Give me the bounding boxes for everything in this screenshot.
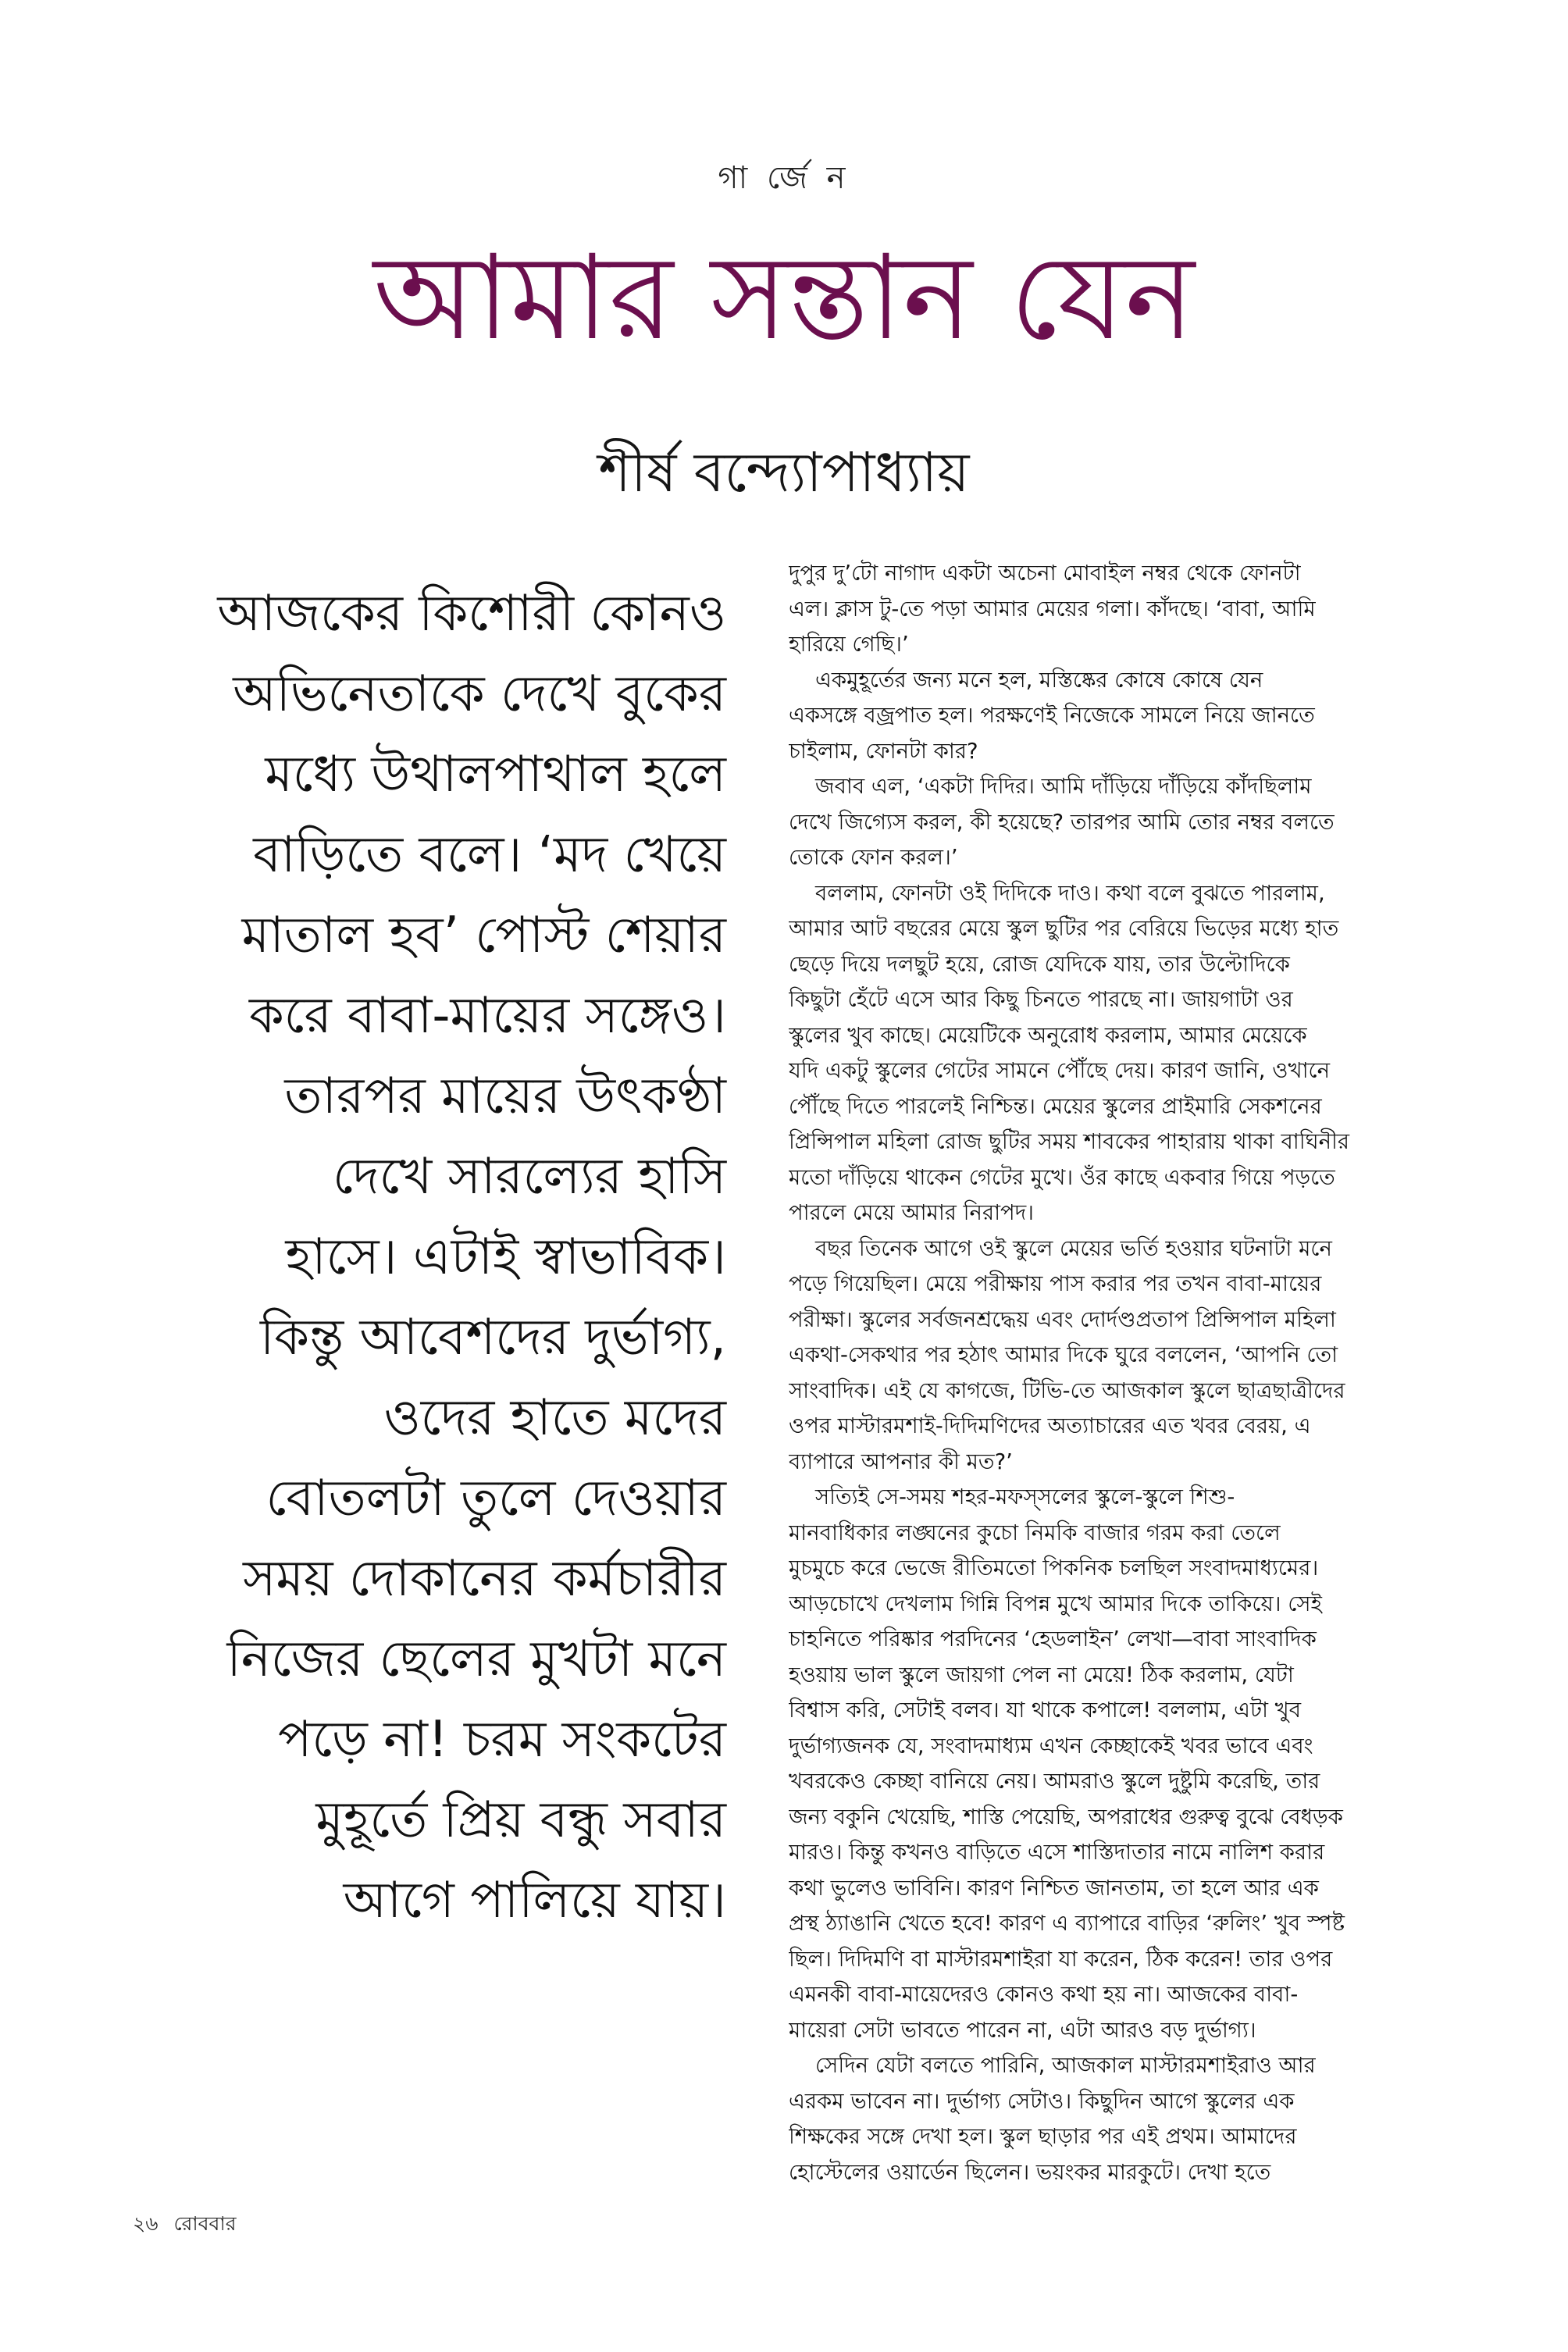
body-text-line: মারও। কিন্তু কখনও বাড়িতে এসে শাস্তিদাতার নামে নালিশ করার xyxy=(789,1840,1325,1865)
body-text-line: যদি একটু স্কুলের গেটের সামনে পৌঁছে দেয়। কারণ জানি, ওখানে xyxy=(789,1058,1331,1083)
body-text-line: দুর্ভাগ্যজনক যে, সংবাদমাধ্যম এখন কেচ্ছাকেই খবর ভাবে এবং xyxy=(789,1733,1313,1759)
pull-quote-line: তারপর মায়ের উৎকণ্ঠা xyxy=(284,1067,726,1125)
pull-quote-line: কিন্তু আবেশদের দুর্ভাগ্য, xyxy=(259,1309,726,1367)
headline: আমার সন্তান যেন xyxy=(373,230,1195,366)
pull-quote-line: মধ্যে উথালপাথাল হলে xyxy=(265,746,726,804)
body-text-line: জন্য বকুনি খেয়েছি, শাস্তি পেয়েছি, অপরাধের গুরুত্ব বুঝে বেধড়ক xyxy=(789,1804,1343,1830)
body-text-line: একথা-সেকথার পর হঠাৎ আমার দিকে ঘুরে বললেন, ‘আপনি তো xyxy=(789,1342,1338,1367)
pull-quote-line: নিজের ছেলের মুখটা মনে xyxy=(226,1630,726,1688)
body-text-line: জবাব এল, ‘একটা দিদির। আমি দাঁড়িয়ে দাঁড়িয়ে কাঁদছিলাম xyxy=(815,774,1312,799)
section-label: গা র্জে ন xyxy=(718,160,850,196)
body-text-line: পড়ে গিয়েছিল। মেয়ে পরীক্ষায় পাস করার পর তখন বাবা-মায়ের xyxy=(789,1271,1322,1296)
body-text-line: পারলে মেয়ে আমার নিরাপদ। xyxy=(789,1200,1034,1225)
body-text-line: শিক্ষকের সঙ্গে দেখা হল। স্কুল ছাড়ার পর এই প্রথম। আমাদের xyxy=(789,2124,1297,2149)
body-text-line: আড়চোখে দেখলাম গিন্নি বিপন্ন মুখে আমার দিকে তাকিয়ে। সেই xyxy=(789,1591,1322,1616)
body-text-line: এল। ক্লাস টু-তে পড়া আমার মেয়ের গলা। কাঁদছে। ‘বাবা, আমি xyxy=(789,596,1316,622)
pull-quote-line: দেখে সারল্যের হাসি xyxy=(332,1148,726,1206)
body-text-line: ওপর মাস্টারমশাই-দিদিমণিদের অত্যাচারের এত খবর বেরয়, এ xyxy=(789,1413,1311,1438)
body-text-line: হারিয়ে গেছি।’ xyxy=(789,632,909,657)
publication-name: রোববার xyxy=(173,2212,237,2235)
body-text-line: দেখে জিগ্যেস করল, কী হয়েছে? তারপর আমি তোর নম্বর বলতে xyxy=(789,809,1335,835)
body-text-line: দুপুর দু’টো নাগাদ একটা অচেনা মোবাইল নম্বর থেকে ফোনটা xyxy=(789,561,1301,586)
pull-quote-line: পড়ে না! চরম সংকটের xyxy=(278,1711,726,1769)
body-text-line: হোস্টেলের ওয়ার্ডেন ছিলেন। ভয়ংকর মারকুটে। দেখা হতে xyxy=(789,2159,1271,2185)
body-text-line: মুচমুচে করে ভেজে রীতিমতো পিকনিক চলছিল সংবাদমাধ্যমের। xyxy=(789,1556,1319,1580)
pull-quote-line: বাড়িতে বলে। ‘মদ খেয়ে xyxy=(253,826,726,884)
pull-quote-line: বোতলটা তুলে দেওয়ার xyxy=(265,1470,726,1527)
pull-quote-line: ওদের হাতে মদের xyxy=(383,1389,726,1447)
pull-quote-line: করে বাবা-মায়ের সঙ্গেও। xyxy=(249,987,726,1045)
pull-quote xyxy=(133,574,726,1941)
pull-quote-line: অভিনেতাকে দেখে বুকের xyxy=(233,665,726,723)
body-text-line: বিশ্বাস করি, সেটাই বলব। যা থাকে কপালে! বললাম, এটা খুব xyxy=(789,1698,1302,1723)
body-text-line: স্কুলের খুব কাছে। মেয়েটিকে অনুরোধ করলাম, আমার মেয়েকে xyxy=(789,1022,1307,1048)
page-number: ২৬ xyxy=(133,2212,159,2235)
pull-quote-line: মাতাল হব’ পোস্ট শেয়ার xyxy=(241,907,726,964)
body-text-line: চাইলাম, ফোনটা কার? xyxy=(789,738,978,764)
body-text-line: হওয়ায় ভাল স্কুলে জায়গা পেল না মেয়ে! ঠিক করলাম, যেটা xyxy=(789,1662,1294,1687)
article-body xyxy=(789,556,1437,2190)
author-byline: শীর্ষ বন্দ্যোপাধ্যায় xyxy=(598,440,970,504)
body-text-line: কিছুটা হেঁটে এসে আর কিছু চিনতে পারছে না। জায়গাটা ওর xyxy=(789,987,1293,1012)
body-text-line: বললাম, ফোনটা ওই দিদিকে দাও। কথা বলে বুঝতে পারলাম, xyxy=(815,880,1325,906)
body-text-line: সত্যিই সে-সময় শহর-মফস্সলের স্কুলে-স্কুলে শিশু- xyxy=(815,1484,1235,1509)
body-text-line: মায়েরা সেটা ভাবতে পারেন না, এটা আরও বড় দুর্ভাগ্য। xyxy=(789,2017,1256,2043)
pull-quote-line: সময় দোকানের কর্মচারীর xyxy=(243,1550,726,1608)
body-text-line: ছেড়ে দিয়ে দলছুট হয়ে, রোজ যেদিকে যায়, তার উল্টোদিকে xyxy=(789,951,1290,977)
body-text-line: খবরকেও কেচ্ছা বানিয়ে নেয়। আমরাও স্কুলে দুষ্টুমি করেছি, তার xyxy=(789,1769,1320,1794)
body-text-line: একসঙ্গে বজ্রপাত হল। পরক্ষণেই নিজেকে সামলে নিয়ে জানতে xyxy=(789,703,1315,728)
page-footer xyxy=(133,2208,245,2242)
pull-quote-line: মুহূর্তে প্রিয় বন্ধু সবার xyxy=(315,1791,726,1849)
pull-quote-line: আগে পালিয়ে যায়। xyxy=(343,1872,726,1930)
body-text-line: প্রিন্সিপাল মহিলা রোজ ছুটির সময় শাবকের পাহারায় থাকা বাঘিনীর xyxy=(789,1129,1350,1154)
body-text-line: এমনকী বাবা-মায়েদেরও কোনও কথা হয় না। আজকের বাবা- xyxy=(789,1982,1299,2007)
body-text-line: একমুহূর্তের জন্য মনে হল, মস্তিষ্কের কোষে কোষে যেন xyxy=(815,667,1263,693)
body-text-line: সেদিন যেটা বলতে পারিনি, আজকাল মাস্টারমশাইরাও আর xyxy=(815,2053,1316,2078)
pull-quote-line: হাসে। এটাই স্বাভাবিক। xyxy=(285,1228,726,1286)
body-text-line: কথা ভুলেও ভাবিনি। কারণ নিশ্চিত জানতাম, তা হলে আর এক xyxy=(789,1875,1319,1901)
body-text-line: মতো দাঁড়িয়ে থাকেন গেটের মুখে। ওঁর কাছে একবার গিয়ে পড়তে xyxy=(789,1164,1335,1190)
body-text-line: ব্যাপারে আপনার কী মত?’ xyxy=(789,1449,1013,1474)
body-text-line: মানবাধিকার লঙ্ঘনের কুচো নিমকি বাজার গরম করা তেলে xyxy=(789,1520,1281,1545)
body-text-line: চাহনিতে পরিষ্কার পরদিনের ‘হেডলাইন’ লেখা—বাবা সাংবাদিক xyxy=(789,1627,1317,1652)
body-text-line: তোকে ফোন করল।’ xyxy=(789,845,958,870)
body-text-line: পৌঁছে দিতে পারলেই নিশ্চিন্ত। মেয়ের স্কুলের প্রাইমারি সেকশনের xyxy=(789,1093,1322,1119)
body-text-line: বছর তিনেক আগে ওই স্কুলে মেয়ের ভর্তি হওয়ার ঘটনাটা মনে xyxy=(815,1235,1332,1261)
body-text-line: ছিল। দিদিমণি বা মাস্টারমশাইরা যা করেন, ঠিক করেন! তার ওপর xyxy=(789,1946,1333,1972)
body-text-line: পরীক্ষা। স্কুলের সর্বজনশ্রদ্ধেয় এবং দোর্দণ্ডপ্রতাপ প্রিন্সিপাল মহিলা xyxy=(789,1306,1336,1332)
body-text-line: আমার আট বছরের মেয়ে স্কুল ছুটির পর বেরিয়ে ভিড়ের মধ্যে হাত xyxy=(789,916,1339,941)
body-text-line: সাংবাদিক। এই যে কাগজে, টিভি-তে আজকাল স্কুলে ছাত্রছাত্রীদের xyxy=(789,1377,1345,1403)
pull-quote-line: আজকের কিশোরী কোনও xyxy=(217,585,726,643)
body-text-line: প্রস্থ ঠ্যাঙানি খেতে হবে! কারণ এ ব্যাপারে বাড়ির ‘রুলিং’ খুব স্পষ্ট xyxy=(789,1911,1345,1936)
body-text-line: এরকম ভাবেন না। দুর্ভাগ্য সেটাও। কিছুদিন আগে স্কুলের এক xyxy=(789,2088,1295,2114)
